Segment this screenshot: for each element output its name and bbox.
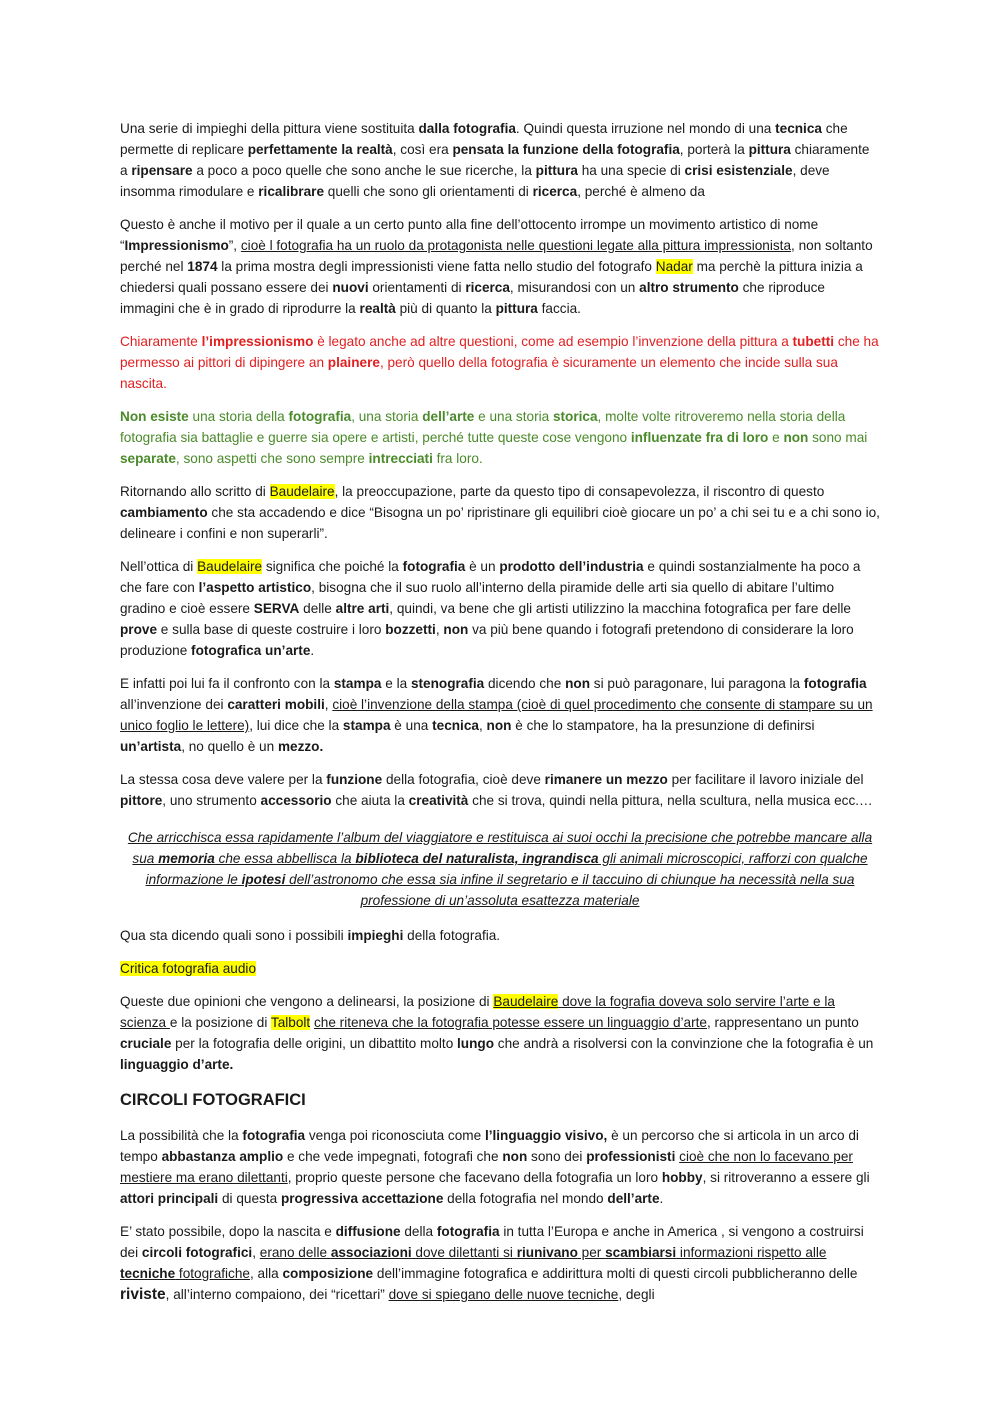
text-run: . xyxy=(659,1191,664,1206)
text-run: Baudelaire xyxy=(197,559,263,574)
text-run: pittore xyxy=(120,793,163,808)
body-section-3 xyxy=(120,1125,880,1305)
text-run: non xyxy=(783,430,809,445)
paragraph xyxy=(120,991,880,1075)
text-run: composizione xyxy=(282,1266,374,1281)
text-run: pittura xyxy=(495,301,538,316)
paragraph xyxy=(120,673,880,757)
text-run: è un xyxy=(465,559,500,574)
text-run: cruciale xyxy=(120,1036,172,1051)
text-run: dell’astronomo che essa sia infine il segretario e il taccuino di chiunque ha necessità nella sua professione di un’assoluta esattezza materiale xyxy=(285,872,855,908)
text-run: erano delle xyxy=(259,1245,331,1260)
text-run: e una storia xyxy=(474,409,553,424)
text-run: riviste xyxy=(120,1286,166,1303)
text-run: funzione xyxy=(326,772,383,787)
text-run: quelli che sono gli orientamenti di xyxy=(324,184,533,199)
text-run: diffusione xyxy=(335,1224,401,1239)
text-run: Impressionismo xyxy=(124,238,229,253)
text-run: professionisti xyxy=(586,1149,676,1164)
text-run: che riteneva che la fotografia potesse essere un linguaggio d’arte xyxy=(313,1015,707,1030)
text-run: una storia della xyxy=(188,409,289,424)
text-run: che aiuta la xyxy=(331,793,409,808)
text-run: cioè che non lo facevano per mestiere ma erano dilettanti xyxy=(120,1149,853,1185)
text-run: all’invenzione dei xyxy=(120,697,228,712)
text-run: Critica fotografia audio xyxy=(120,961,257,976)
text-run: lungo xyxy=(457,1036,495,1051)
text-run: va più bene quando i fotografi pretendono di considerare la loro produzione xyxy=(120,622,854,658)
text-run: realtà xyxy=(359,301,396,316)
text-run: , degli xyxy=(618,1287,655,1302)
text-run: un’artista xyxy=(120,739,182,754)
text-run: sono dei xyxy=(527,1149,587,1164)
text-run: , sono aspetti che sono sempre xyxy=(175,451,369,466)
paragraph xyxy=(120,1221,880,1305)
text-run: , si ritroveranno a essere gli xyxy=(702,1170,870,1185)
text-run: fotografiche xyxy=(175,1266,250,1281)
text-run: mezzo. xyxy=(277,739,324,754)
text-run: influenzate fra di loro xyxy=(630,430,769,445)
text-run: Che arricchisca essa rapidamente l’album del viaggiatore e restituisca ai suoi occhi la precisione che potrebbe mancare alla sua xyxy=(127,830,873,866)
text-run: . Quindi questa irruzione nel mondo di una xyxy=(515,121,776,136)
text-run: Talbolt xyxy=(270,1015,311,1030)
text-run: tecnica xyxy=(432,718,479,733)
text-run: separate xyxy=(120,451,176,466)
text-run: e la xyxy=(381,676,411,691)
text-run: cioè l’invenzione della stampa (cioè di quel procedimento che consente di stampare su un unico foglio le lettere) xyxy=(120,697,873,733)
text-run: linguaggio d’arte. xyxy=(120,1057,234,1072)
text-run: in tutta l’Europa e anche in America , si vengono a costruirsi dei xyxy=(120,1224,864,1260)
text-run: Chiaramente xyxy=(120,334,202,349)
paragraph xyxy=(120,214,880,319)
text-run: , porterà la xyxy=(679,142,749,157)
text-run: che si trova, quindi nella pittura, nella scultura, nella musica ecc.… xyxy=(468,793,873,808)
text-run: , rappresentano un punto xyxy=(706,1015,859,1030)
text-run: , però quello della fotografia è sicuramente un elemento che incide sulla sua nascita. xyxy=(120,355,838,391)
text-run: scambiarsi xyxy=(605,1245,677,1260)
text-run: riunivano xyxy=(516,1245,578,1260)
text-run: progressiva accettazione xyxy=(280,1191,444,1206)
text-run: Baudelaire xyxy=(269,484,335,499)
text-run: dove la fografia doveva solo servire l’arte e la scienza xyxy=(120,994,835,1030)
body-section-2 xyxy=(120,925,880,1075)
text-run: Ritornando allo scritto di xyxy=(120,484,270,499)
text-run: ma perchè la pittura inizia a chiedersi quali possano essere dei xyxy=(120,259,863,295)
text-run: , deve insomma rimodulare e xyxy=(120,163,830,199)
text-run: e la posizione di xyxy=(169,1015,271,1030)
text-run: sono mai xyxy=(808,430,868,445)
text-run: significa che poiché la xyxy=(262,559,403,574)
text-run: non xyxy=(443,622,469,637)
text-run: per la fotografia delle origini, un dibattito molto xyxy=(171,1036,458,1051)
text-run: ricerca xyxy=(465,280,510,295)
document-page xyxy=(120,118,880,1317)
text-run: la prima mostra degli impressionisti viene fatta nello studio del fotografo xyxy=(217,259,656,274)
text-run: a poco a poco quelle che sono anche le sue ricerche, la xyxy=(192,163,536,178)
text-run: Queste due opinioni che vengono a delinearsi, la posizione di xyxy=(120,994,494,1009)
text-run: dove si spiegano delle nuove tecniche xyxy=(388,1287,619,1302)
text-run: non xyxy=(502,1149,528,1164)
text-run: fotografia xyxy=(242,1128,306,1143)
text-run: dell’immagine fotografica e addirittura molti di questi circoli pubblicheranno delle xyxy=(373,1266,858,1281)
paragraph xyxy=(120,769,880,811)
text-run: orientamenti di xyxy=(368,280,466,295)
text-run: delle xyxy=(299,601,336,616)
text-run: , molte volte ritroveremo nella storia della fotografia sia battaglie e guerre sia opere e artisti, perché tutte queste cose vengono xyxy=(120,409,846,445)
text-run: e xyxy=(768,430,784,445)
text-run: crisi esistenziale xyxy=(684,163,793,178)
text-run: che andrà a risolversi con la convinzione che la fotografia è un xyxy=(494,1036,874,1051)
text-run: tecniche xyxy=(120,1266,176,1281)
text-run: non xyxy=(486,718,512,733)
text-run: E infatti poi lui fa il confronto con la xyxy=(120,676,334,691)
text-run: plainere xyxy=(327,355,380,370)
text-run: attori principali xyxy=(120,1191,219,1206)
text-run: , perché è almeno da xyxy=(577,184,705,199)
text-run: tecnica xyxy=(775,121,822,136)
text-run: di questa xyxy=(218,1191,281,1206)
text-run: dell’arte xyxy=(422,409,475,424)
text-run: non xyxy=(565,676,591,691)
text-run: caratteri mobili xyxy=(227,697,325,712)
text-run: che ha permesso ai pittori di dipingere an xyxy=(120,334,879,370)
paragraph xyxy=(120,1125,880,1209)
text-run: , all’interno compaiono, dei “ricettari” xyxy=(165,1287,389,1302)
text-run: La possibilità che la xyxy=(120,1128,243,1143)
text-run: , xyxy=(435,622,444,637)
text-run: storica xyxy=(552,409,598,424)
text-run: bozzetti xyxy=(385,622,436,637)
text-run: si può paragonare, lui paragona la xyxy=(590,676,804,691)
text-run: che permette di replicare xyxy=(120,121,848,157)
text-run: venga poi riconosciuta come xyxy=(305,1128,485,1143)
text-run: fotografia xyxy=(436,1224,500,1239)
text-run: pittura xyxy=(535,163,578,178)
text-run: è che lo stampatore, ha la presunzione di definirsi xyxy=(511,718,815,733)
text-run: è legato anche ad altre questioni, come ad esempio l’invenzione della pittura a xyxy=(313,334,793,349)
text-run: Nadar xyxy=(655,259,693,274)
text-run: Nell’ottica di xyxy=(120,559,198,574)
text-run: dalla fotografia xyxy=(418,121,516,136)
text-run: cioè l fotografia ha un ruolo da protagonista nelle questioni legate alla pittura impressionista xyxy=(240,238,792,253)
text-run: , xyxy=(252,1245,260,1260)
text-run: , alla xyxy=(249,1266,283,1281)
text-run: informazioni rispetto alle xyxy=(676,1245,827,1260)
text-run: nuovi xyxy=(332,280,369,295)
paragraph xyxy=(120,556,880,661)
text-run: , proprio queste persone che facevano della fotografia un loro xyxy=(287,1170,662,1185)
text-run: Qua sta dicendo quali sono i possibili xyxy=(120,928,348,943)
text-run: fotografia xyxy=(402,559,466,574)
text-run: fotografia xyxy=(803,676,867,691)
text-run: l’linguaggio visivo, xyxy=(484,1128,608,1143)
text-run: altre arti xyxy=(335,601,390,616)
text-run: fra loro. xyxy=(432,451,483,466)
text-run: ricalibrare xyxy=(258,184,325,199)
text-run: tubetti xyxy=(792,334,835,349)
text-run: prodotto dell’industria xyxy=(499,559,644,574)
text-run: circoli fotografici xyxy=(141,1245,253,1260)
text-run: che sta accadendo e dice “Bisogna un po’ ripristinare gli equilibri cioè giocare un po’ a chi sei tu e a chi sono io, delineare i confini e non superarli”. xyxy=(120,505,880,541)
text-run: che riproduce immagini che è in grado di riprodurre la xyxy=(120,280,825,316)
text-run: altro strumento xyxy=(639,280,739,295)
text-run: è un percorso che si articola in un arco di tempo xyxy=(120,1128,859,1164)
text-run: SERVA xyxy=(253,601,300,616)
text-run: rimanere un mezzo xyxy=(544,772,668,787)
text-run: chiaramente a xyxy=(120,142,870,178)
paragraph xyxy=(120,118,880,202)
text-run: faccia. xyxy=(537,301,581,316)
text-run: e che vede impegnati, fotografi che xyxy=(283,1149,503,1164)
text-run: , la preoccupazione, parte da questo tipo di consapevolezza, il riscontro di questo xyxy=(334,484,825,499)
text-run: memoria xyxy=(158,851,215,866)
text-run: associazioni xyxy=(330,1245,412,1260)
paragraph xyxy=(120,331,880,394)
text-run: Questo è anche il motivo per il quale a un certo punto alla fine dell’ottocento irrompe un movimento artistico di nome “ xyxy=(120,217,819,253)
text-run: . xyxy=(310,643,315,658)
body-section-1 xyxy=(120,118,880,811)
text-run: e quindi sostanzialmente ha poco a che fare con xyxy=(120,559,861,595)
text-run: della fotografia nel mondo xyxy=(443,1191,608,1206)
text-run: per facilitare il lavoro iniziale del xyxy=(667,772,864,787)
text-run: che essa abbellisca la xyxy=(214,851,356,866)
text-run: stampa xyxy=(342,718,391,733)
text-run: , una storia xyxy=(351,409,423,424)
section-heading-circoli-fotografici: CIRCOLI FOTOGRAFICI xyxy=(120,1091,306,1109)
text-run: della fotografia, cioè deve xyxy=(382,772,545,787)
text-run: della xyxy=(400,1224,437,1239)
text-run: stenografia xyxy=(410,676,485,691)
text-run: abbastanza amplio xyxy=(161,1149,284,1164)
text-run: Una serie di impieghi della pittura viene sostituita xyxy=(120,121,419,136)
text-run: intrecciati xyxy=(368,451,433,466)
text-run: cambiamento xyxy=(120,505,208,520)
text-run: ricerca xyxy=(532,184,578,199)
text-run: , xyxy=(324,697,333,712)
text-run: perfettamente la realtà xyxy=(247,142,393,157)
text-run: , no quello è un xyxy=(181,739,278,754)
text-run: accessorio xyxy=(260,793,332,808)
text-run: gli animali microscopici, rafforzi con qualche informazione le xyxy=(145,851,868,887)
paragraph xyxy=(120,406,880,469)
text-run: dove dilettanti si xyxy=(411,1245,517,1260)
text-run: , non soltanto perché nel xyxy=(120,238,873,274)
text-run: creatività xyxy=(408,793,469,808)
text-run: prove xyxy=(120,622,158,637)
text-run: ha una specie di xyxy=(577,163,685,178)
text-run: , lui dice che la xyxy=(249,718,343,733)
text-run: Non esiste xyxy=(120,409,189,424)
text-run: pensata la funzione della fotografia xyxy=(452,142,680,157)
text-run: stampa xyxy=(333,676,382,691)
text-run: ripensare xyxy=(131,163,193,178)
text-run: E’ stato possibile, dopo la nascita e xyxy=(120,1224,336,1239)
paragraph xyxy=(120,958,880,979)
text-run: , misurandosi con un xyxy=(509,280,640,295)
text-run: fotografica un’arte xyxy=(191,643,311,658)
baudelaire-quote xyxy=(120,827,880,911)
text-run: per xyxy=(577,1245,606,1260)
text-run: ipotesi xyxy=(241,872,286,887)
text-run: pittura xyxy=(748,142,791,157)
text-run: è una xyxy=(390,718,433,733)
text-run: ”, xyxy=(228,238,241,253)
text-run: l’aspetto artistico xyxy=(198,580,312,595)
text-run: l’impressionismo xyxy=(201,334,314,349)
text-run: dell’arte xyxy=(607,1191,660,1206)
paragraph xyxy=(120,925,880,946)
paragraph xyxy=(120,481,880,544)
text-run: , quindi, va bene che gli artisti utilizzino la macchina fotografica per fare delle xyxy=(389,601,851,616)
text-run: biblioteca del naturalista, ingrandisca xyxy=(355,851,599,866)
text-run: hobby xyxy=(661,1170,703,1185)
text-run: , bisogna che il suo ruolo all’interno della piramide delle arti sia quello di abitare l’ultimo gradino e cioè essere xyxy=(120,580,835,616)
text-run: e sulla base di queste costruire i loro xyxy=(157,622,386,637)
text-run: Baudelaire xyxy=(493,994,559,1009)
text-run: della fotografia. xyxy=(403,928,501,943)
text-run: 1874 xyxy=(187,259,218,274)
text-run: , xyxy=(478,718,487,733)
text-run: fotografia xyxy=(288,409,352,424)
text-run: , uno strumento xyxy=(162,793,261,808)
text-run: impieghi xyxy=(347,928,404,943)
text-run: La stessa cosa deve valere per la xyxy=(120,772,327,787)
text-run: , così era xyxy=(392,142,453,157)
text-run: dicendo che xyxy=(484,676,566,691)
text-run: più di quanto la xyxy=(395,301,496,316)
